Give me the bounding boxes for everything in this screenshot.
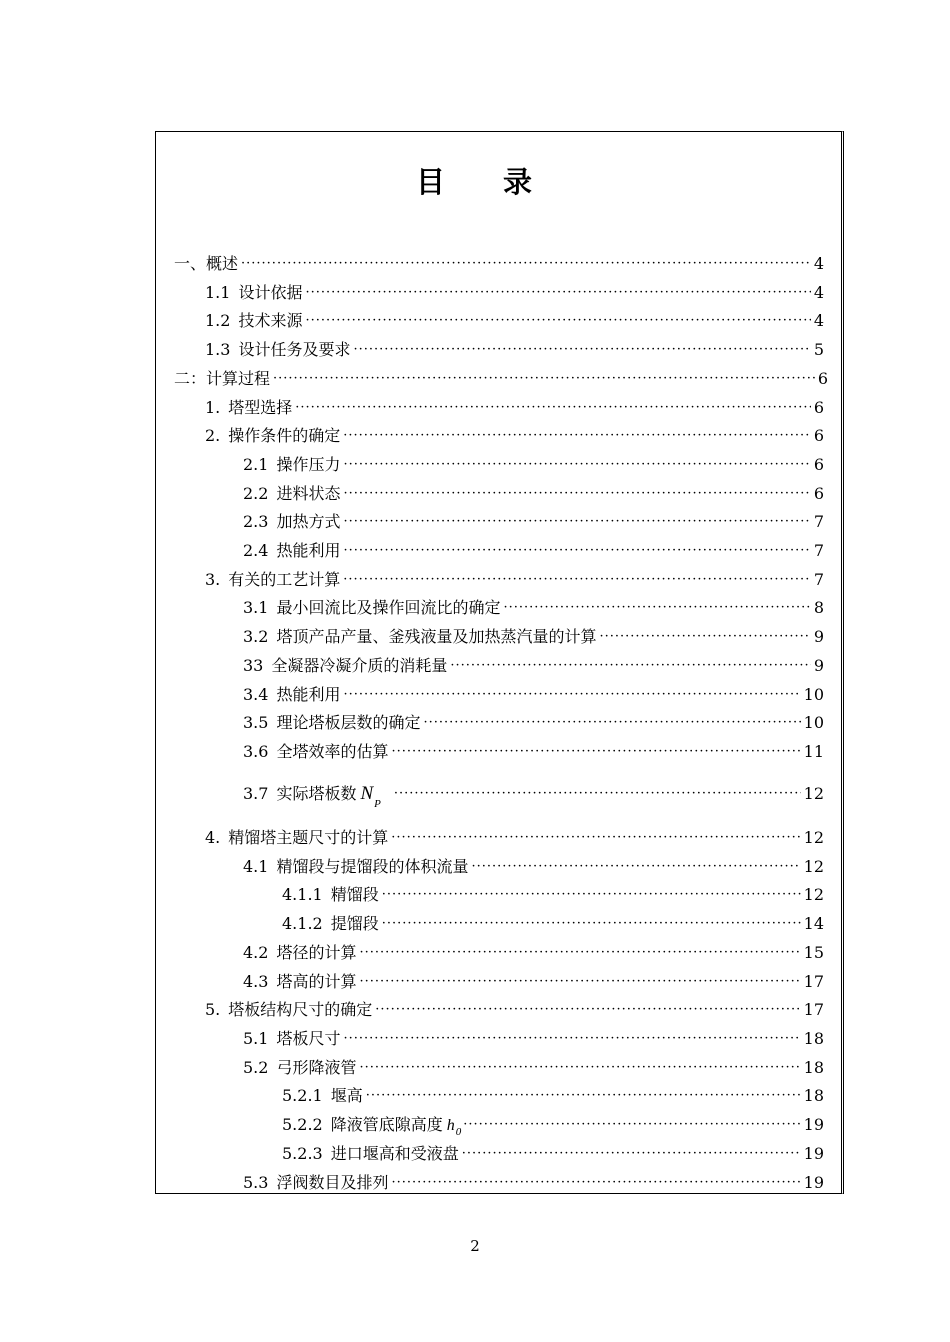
math-subscript: P: [374, 798, 381, 810]
toc-entry[interactable]: [205, 311, 824, 333]
toc-label: 塔径的计算: [276, 943, 357, 962]
toc-entry[interactable]: [243, 598, 824, 620]
toc-page-number: 6: [813, 426, 824, 445]
toc-label: 精馏塔主题尺寸的计算: [228, 828, 389, 847]
toc-number: 2.2: [243, 484, 269, 503]
dot-leader: [343, 453, 810, 475]
toc-label: 堰高: [330, 1086, 363, 1105]
toc-number: 2.4: [243, 541, 269, 560]
toc-number: 3.2: [243, 627, 269, 646]
toc-number: 2.3: [243, 512, 269, 531]
toc-entry[interactable]: [243, 783, 824, 810]
toc-page-number: 8: [813, 598, 824, 617]
toc-page-number: 4: [813, 254, 824, 273]
toc-entry[interactable]: [282, 1086, 824, 1108]
toc-page-number: 9: [813, 656, 824, 675]
dot-leader: [391, 826, 800, 848]
toc-label: 设计依据: [238, 283, 303, 302]
dot-leader: [471, 855, 800, 877]
toc-number: 33: [243, 656, 264, 675]
math-symbol-h0: h: [446, 1117, 455, 1134]
toc-entry[interactable]: [282, 885, 824, 907]
toc-label: 浮阀数目及排列: [276, 1173, 389, 1192]
toc-page-number: 6: [813, 398, 824, 417]
toc-label: 降液管底隙高度: [330, 1115, 443, 1134]
dot-leader: [343, 539, 810, 561]
toc-label: 一、概述: [174, 254, 239, 273]
dot-leader: [366, 1084, 801, 1106]
toc-label: 技术来源: [238, 311, 303, 330]
dot-leader: [391, 1171, 800, 1193]
toc-page-number: 14: [803, 914, 824, 933]
toc-page-number: 7: [813, 570, 824, 589]
toc-number: 2.: [205, 426, 221, 445]
toc-number: 5.2.3: [282, 1144, 323, 1163]
toc-page-number: 18: [803, 1086, 824, 1105]
toc-label: 热能利用: [276, 685, 341, 704]
toc-label: 操作条件的确定: [228, 426, 341, 445]
toc-entry[interactable]: [174, 254, 824, 276]
toc-page-number: 5: [813, 340, 824, 359]
toc-page-number: 6: [817, 369, 828, 388]
toc-number: 5.1: [243, 1029, 269, 1048]
toc-number: 3.4: [243, 685, 269, 704]
dot-leader: [343, 568, 811, 590]
toc-page-number: 9: [813, 627, 824, 646]
dot-leader: [343, 683, 800, 705]
toc-page-number: 4: [813, 283, 824, 302]
dot-leader: [462, 1142, 801, 1164]
toc-entry[interactable]: [205, 340, 824, 362]
toc-number: 3.7: [243, 784, 269, 803]
dot-leader: [273, 367, 815, 389]
toc-entry[interactable]: [174, 369, 828, 391]
dot-leader: [359, 1056, 800, 1078]
toc-number: 3.6: [243, 742, 269, 761]
toc-page-number: 10: [803, 713, 824, 732]
toc-page-number: 7: [813, 541, 824, 560]
toc-page-number: 18: [803, 1058, 824, 1077]
dot-leader: [343, 510, 810, 532]
toc-entry[interactable]: [243, 742, 824, 764]
dot-leader: [503, 596, 810, 618]
toc-entry[interactable]: [282, 1144, 824, 1166]
toc-entry[interactable]: [205, 426, 824, 448]
toc-page-number: 17: [803, 972, 824, 991]
dot-leader: [382, 883, 801, 905]
toc-label: 理论塔板层数的确定: [276, 713, 421, 732]
toc-page-number: 17: [803, 1000, 824, 1019]
toc-page-number: 11: [803, 742, 824, 761]
dot-leader: [423, 711, 800, 733]
toc-number: 4.1: [243, 857, 269, 876]
toc-label: 塔板尺寸: [276, 1029, 341, 1048]
toc-label: 最小回流比及操作回流比的确定: [276, 598, 501, 617]
toc-entry[interactable]: [243, 685, 824, 707]
toc-page-number: 12: [803, 857, 824, 876]
toc-number: 5.2: [243, 1058, 269, 1077]
toc-number: 4.2: [243, 943, 269, 962]
toc-number: 5.3: [243, 1173, 269, 1192]
toc-label: 全凝器冷凝介质的消耗量: [271, 656, 448, 675]
dot-leader: [241, 252, 811, 274]
toc-label: 弓形降液管: [276, 1058, 357, 1077]
toc-entry[interactable]: [243, 943, 824, 965]
toc-number: 4.: [205, 828, 221, 847]
toc-entry[interactable]: [243, 484, 824, 506]
dot-leader: [382, 912, 801, 934]
toc-number: 5.2.1: [282, 1086, 323, 1105]
toc-entry[interactable]: [243, 541, 824, 563]
dot-leader: [353, 338, 810, 360]
toc-page-number: 4: [813, 311, 824, 330]
dot-leader: [375, 998, 800, 1020]
toc-number: 3.1: [243, 598, 269, 617]
toc-page-number: 6: [813, 484, 824, 503]
toc-number: 5.: [205, 1000, 221, 1019]
toc-entry[interactable]: [243, 972, 824, 994]
dot-leader: [463, 1113, 800, 1135]
toc-entry[interactable]: [282, 914, 824, 936]
toc-page-number: 19: [803, 1144, 824, 1163]
toc-label: 塔板结构尺寸的确定: [228, 1000, 373, 1019]
toc-label: 设计任务及要求: [238, 340, 351, 359]
toc-page-number: 19: [803, 1115, 824, 1134]
toc-number: 4.1.2: [282, 914, 323, 933]
toc-label: 二：计算过程: [174, 369, 271, 388]
toc-page-number: 6: [813, 455, 824, 474]
math-symbol-np: N: [360, 783, 374, 804]
toc-label: 加热方式: [276, 512, 341, 531]
toc-label: 精馏段: [330, 885, 379, 904]
toc-page-number: 12: [803, 885, 824, 904]
toc-page-number: 7: [813, 512, 824, 531]
dot-leader: [305, 309, 810, 331]
toc-number: 1.1: [205, 283, 231, 302]
toc-entry[interactable]: [243, 1058, 824, 1080]
dot-leader: [450, 654, 810, 676]
toc-label: 操作压力: [276, 455, 341, 474]
toc-entry[interactable]: [243, 656, 824, 678]
toc-label: 塔型选择: [228, 398, 293, 417]
toc-number: 3.5: [243, 713, 269, 732]
dot-leader: [391, 740, 800, 762]
toc-label: 热能利用: [276, 541, 341, 560]
toc-entry[interactable]: [243, 627, 824, 649]
math-subscript: 0: [455, 1126, 462, 1138]
toc-page-number: 19: [803, 1173, 824, 1192]
toc-label: 全塔效率的估算: [276, 742, 389, 761]
toc-page-number: 15: [803, 943, 824, 962]
dot-leader: [394, 782, 801, 804]
toc-page-number: 10: [803, 685, 824, 704]
toc-entry[interactable]: [243, 713, 824, 735]
toc-number: 1.: [205, 398, 221, 417]
dot-leader: [295, 396, 811, 418]
dot-leader: [359, 970, 800, 992]
dot-leader: [343, 424, 811, 446]
toc-page-number: 12: [803, 784, 824, 803]
toc-number: 5.2.2: [282, 1115, 323, 1134]
toc-entry[interactable]: [282, 1115, 824, 1137]
page-number-footer: 2: [470, 1237, 480, 1255]
toc-number: 1.2: [205, 311, 231, 330]
toc-label: 塔高的计算: [276, 972, 357, 991]
toc-entry[interactable]: [205, 1000, 824, 1022]
toc-entry[interactable]: [243, 455, 824, 477]
toc-number: 3.: [205, 570, 221, 589]
toc-label: 实际塔板数: [276, 784, 357, 803]
title-char-2: 录: [503, 165, 535, 199]
toc-number: 4.3: [243, 972, 269, 991]
toc-entry[interactable]: [243, 512, 824, 534]
toc-number: 2.1: [243, 455, 269, 474]
dot-leader: [599, 625, 810, 647]
toc-entry[interactable]: [243, 857, 824, 879]
toc-entry[interactable]: [205, 828, 824, 850]
dot-leader: [343, 1027, 800, 1049]
toc-page-number: 12: [803, 828, 824, 847]
title-char-1: 目: [415, 165, 447, 199]
toc-entry[interactable]: [243, 1029, 824, 1051]
toc-label: 有关的工艺计算: [228, 570, 341, 589]
toc-number: 1.3: [205, 340, 231, 359]
toc-entry[interactable]: [205, 283, 824, 305]
toc-entry[interactable]: [243, 1173, 824, 1195]
toc-label: 提馏段: [330, 914, 379, 933]
toc-number: 4.1.1: [282, 885, 323, 904]
toc-label: 进口堰高和受液盘: [330, 1144, 459, 1163]
toc-label: 塔顶产品产量、釜残液量及加热蒸汽量的计算: [276, 627, 597, 646]
dot-leader: [305, 281, 810, 303]
toc-entry[interactable]: [205, 398, 824, 420]
toc-page-number: 18: [803, 1029, 824, 1048]
dot-leader: [343, 482, 810, 504]
toc-entry[interactable]: [205, 570, 824, 592]
dot-leader: [359, 941, 800, 963]
toc-label: 进料状态: [276, 484, 341, 503]
toc-label: 精馏段与提馏段的体积流量: [276, 857, 469, 876]
